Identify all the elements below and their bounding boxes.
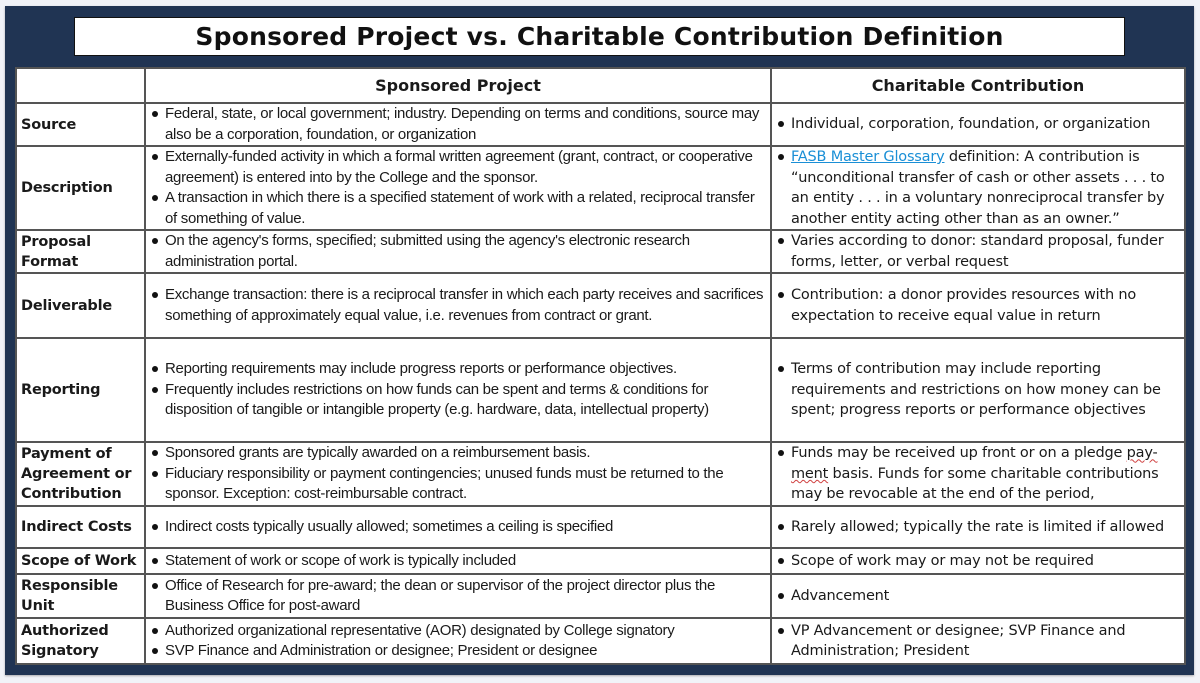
table-row-proposal-format (16, 230, 1185, 273)
charitable-cell-authorized-signatory (771, 618, 1185, 664)
charitable-cell-reporting (771, 338, 1185, 442)
list-item: Rarely allowed; typically the rate is limited if allowed (791, 517, 1180, 538)
list-item: Exchange transaction: there is a reciprocal transfer in which each party receives and sacrifices something of approximately equal value, i.e. revenues from contract or grant. (165, 285, 766, 326)
list-item (791, 147, 1180, 229)
table-header-row (16, 68, 1185, 103)
text-segment: Funds may be received up front or on a pledge (791, 445, 1127, 462)
row-label-source: Source (16, 103, 145, 146)
charitable-cell-payment (771, 442, 1185, 506)
text-segment: basis. Funds for some charitable contributions may be revocable at the end of the period, (791, 465, 1159, 503)
charitable-cell-scope-of-work (771, 548, 1185, 574)
list-item: Federal, state, or local government; industry. Depending on terms and conditions, source may also be a corporation, foundation, or organization (165, 104, 766, 145)
row-label-deliverable: Deliverable (16, 273, 145, 338)
table-row-description (16, 146, 1185, 230)
label-line: Payment of (21, 446, 112, 462)
list-item: Fiduciary responsibility or payment contingencies; unused funds must be returned to the sponsor. Exception: cost-reimbursable contract. (165, 464, 766, 505)
label-line: Agreement or (21, 466, 132, 482)
table-row-source (16, 103, 1185, 146)
sponsored-cell-description (145, 146, 771, 230)
table-row-payment (16, 442, 1185, 506)
sponsored-cell-proposal-format (145, 230, 771, 273)
list-item: Individual, corporation, foundation, or organization (791, 114, 1180, 135)
sponsored-cell-authorized-signatory (145, 618, 771, 664)
row-label-scope-of-work: Scope of Work (16, 548, 145, 574)
list-item: Terms of contribution may include reporting requirements and restrictions on how money can be spent; progress reports or performance objectives (791, 359, 1180, 421)
title-box (74, 17, 1125, 56)
charitable-cell-source (771, 103, 1185, 146)
list-item: On the agency's forms, specified; submitted using the agency's electronic research administration portal. (165, 231, 766, 272)
header-charitable-contribution: Charitable Contribution (771, 68, 1185, 103)
table-row-indirect-costs (16, 506, 1185, 548)
table-row-reporting (16, 338, 1185, 442)
list-item: Indirect costs typically usually allowed; sometimes a ceiling is specified (165, 517, 766, 538)
label-line: Format (21, 253, 79, 270)
sponsored-cell-payment (145, 442, 771, 506)
sponsored-cell-indirect-costs (145, 506, 771, 548)
label-line: Contribution (21, 486, 122, 502)
sponsored-cell-responsible-unit (145, 574, 771, 618)
table-row-scope-of-work (16, 548, 1185, 574)
list-item: VP Advancement or designee; SVP Finance and Administration; President (791, 621, 1180, 662)
list-item: Varies according to donor: standard proposal, funder forms, letter, or verbal request (791, 231, 1180, 272)
list-item: Reporting requirements may include progress reports or performance objectives. (165, 359, 766, 380)
list-item: Sponsored grants are typically awarded on a reimbursement basis. (165, 443, 766, 464)
list-item: Contribution: a donor provides resources with no expectation to receive equal value in return (791, 285, 1180, 326)
header-sponsored-project: Sponsored Project (145, 68, 771, 103)
label-line: Proposal (21, 233, 91, 250)
list-item: Statement of work or scope of work is typically included (165, 551, 766, 572)
charitable-cell-deliverable (771, 273, 1185, 338)
label-line: Signatory (21, 643, 99, 659)
spellcheck-word: pay-ment (791, 445, 1158, 482)
charitable-cell-proposal-format (771, 230, 1185, 273)
sponsored-cell-reporting (145, 338, 771, 442)
sponsored-cell-deliverable (145, 273, 771, 338)
label-line: Responsible (21, 578, 118, 594)
charitable-cell-responsible-unit (771, 574, 1185, 618)
list-item: A transaction in which there is a specified statement of work with a related, reciprocal transfer of something of value. (165, 188, 766, 229)
table-row-responsible-unit (16, 574, 1185, 618)
label-line: Unit (21, 598, 55, 614)
list-item: Frequently includes restrictions on how funds can be spent and terms & conditions for disposition of tangible or intangible property (e.g. hardware, data, intellectual property) (165, 380, 766, 421)
list-item: Office of Research for pre-award; the dean or supervisor of the project director plus the Business Office for post-award (165, 576, 766, 617)
fasb-glossary-link[interactable]: FASB Master Glossary (791, 149, 945, 165)
table-row-authorized-signatory (16, 618, 1185, 664)
list-item: Scope of work may or may not be required (791, 551, 1180, 572)
list-item: Externally-funded activity in which a formal written agreement (grant, contract, or cooperative agreement) is entered into by the College and the sponsor. (165, 147, 766, 188)
page-title: Sponsored Project vs. Charitable Contribution Definition (195, 22, 1004, 51)
table-row-deliverable (16, 273, 1185, 338)
list-item: Advancement (791, 586, 1180, 607)
row-label-reporting: Reporting (16, 338, 145, 442)
row-label-description: Description (16, 146, 145, 230)
charitable-cell-description (771, 146, 1185, 230)
comparison-table (15, 67, 1186, 665)
list-item: Authorized organizational representative (AOR) designated by College signatory (165, 621, 766, 642)
row-label-indirect-costs: Indirect Costs (16, 506, 145, 548)
sponsored-cell-scope-of-work (145, 548, 771, 574)
list-item (791, 443, 1180, 505)
row-label-authorized-signatory (16, 618, 145, 664)
row-label-payment (16, 442, 145, 506)
list-item: SVP Finance and Administration or designee; President or designee (165, 641, 766, 662)
row-label-proposal-format (16, 230, 145, 273)
label-line: Authorized (21, 623, 109, 639)
sponsored-cell-source (145, 103, 771, 146)
header-blank (16, 68, 145, 103)
row-label-responsible-unit (16, 574, 145, 618)
charitable-cell-indirect-costs (771, 506, 1185, 548)
fasb-definition-text: definition: A contribution is “unconditional transfer of cash or other assets . . . to an entity . . . in a voluntary nonreciprocal transfer by another entity acting other than as an owner.” (791, 149, 1165, 227)
